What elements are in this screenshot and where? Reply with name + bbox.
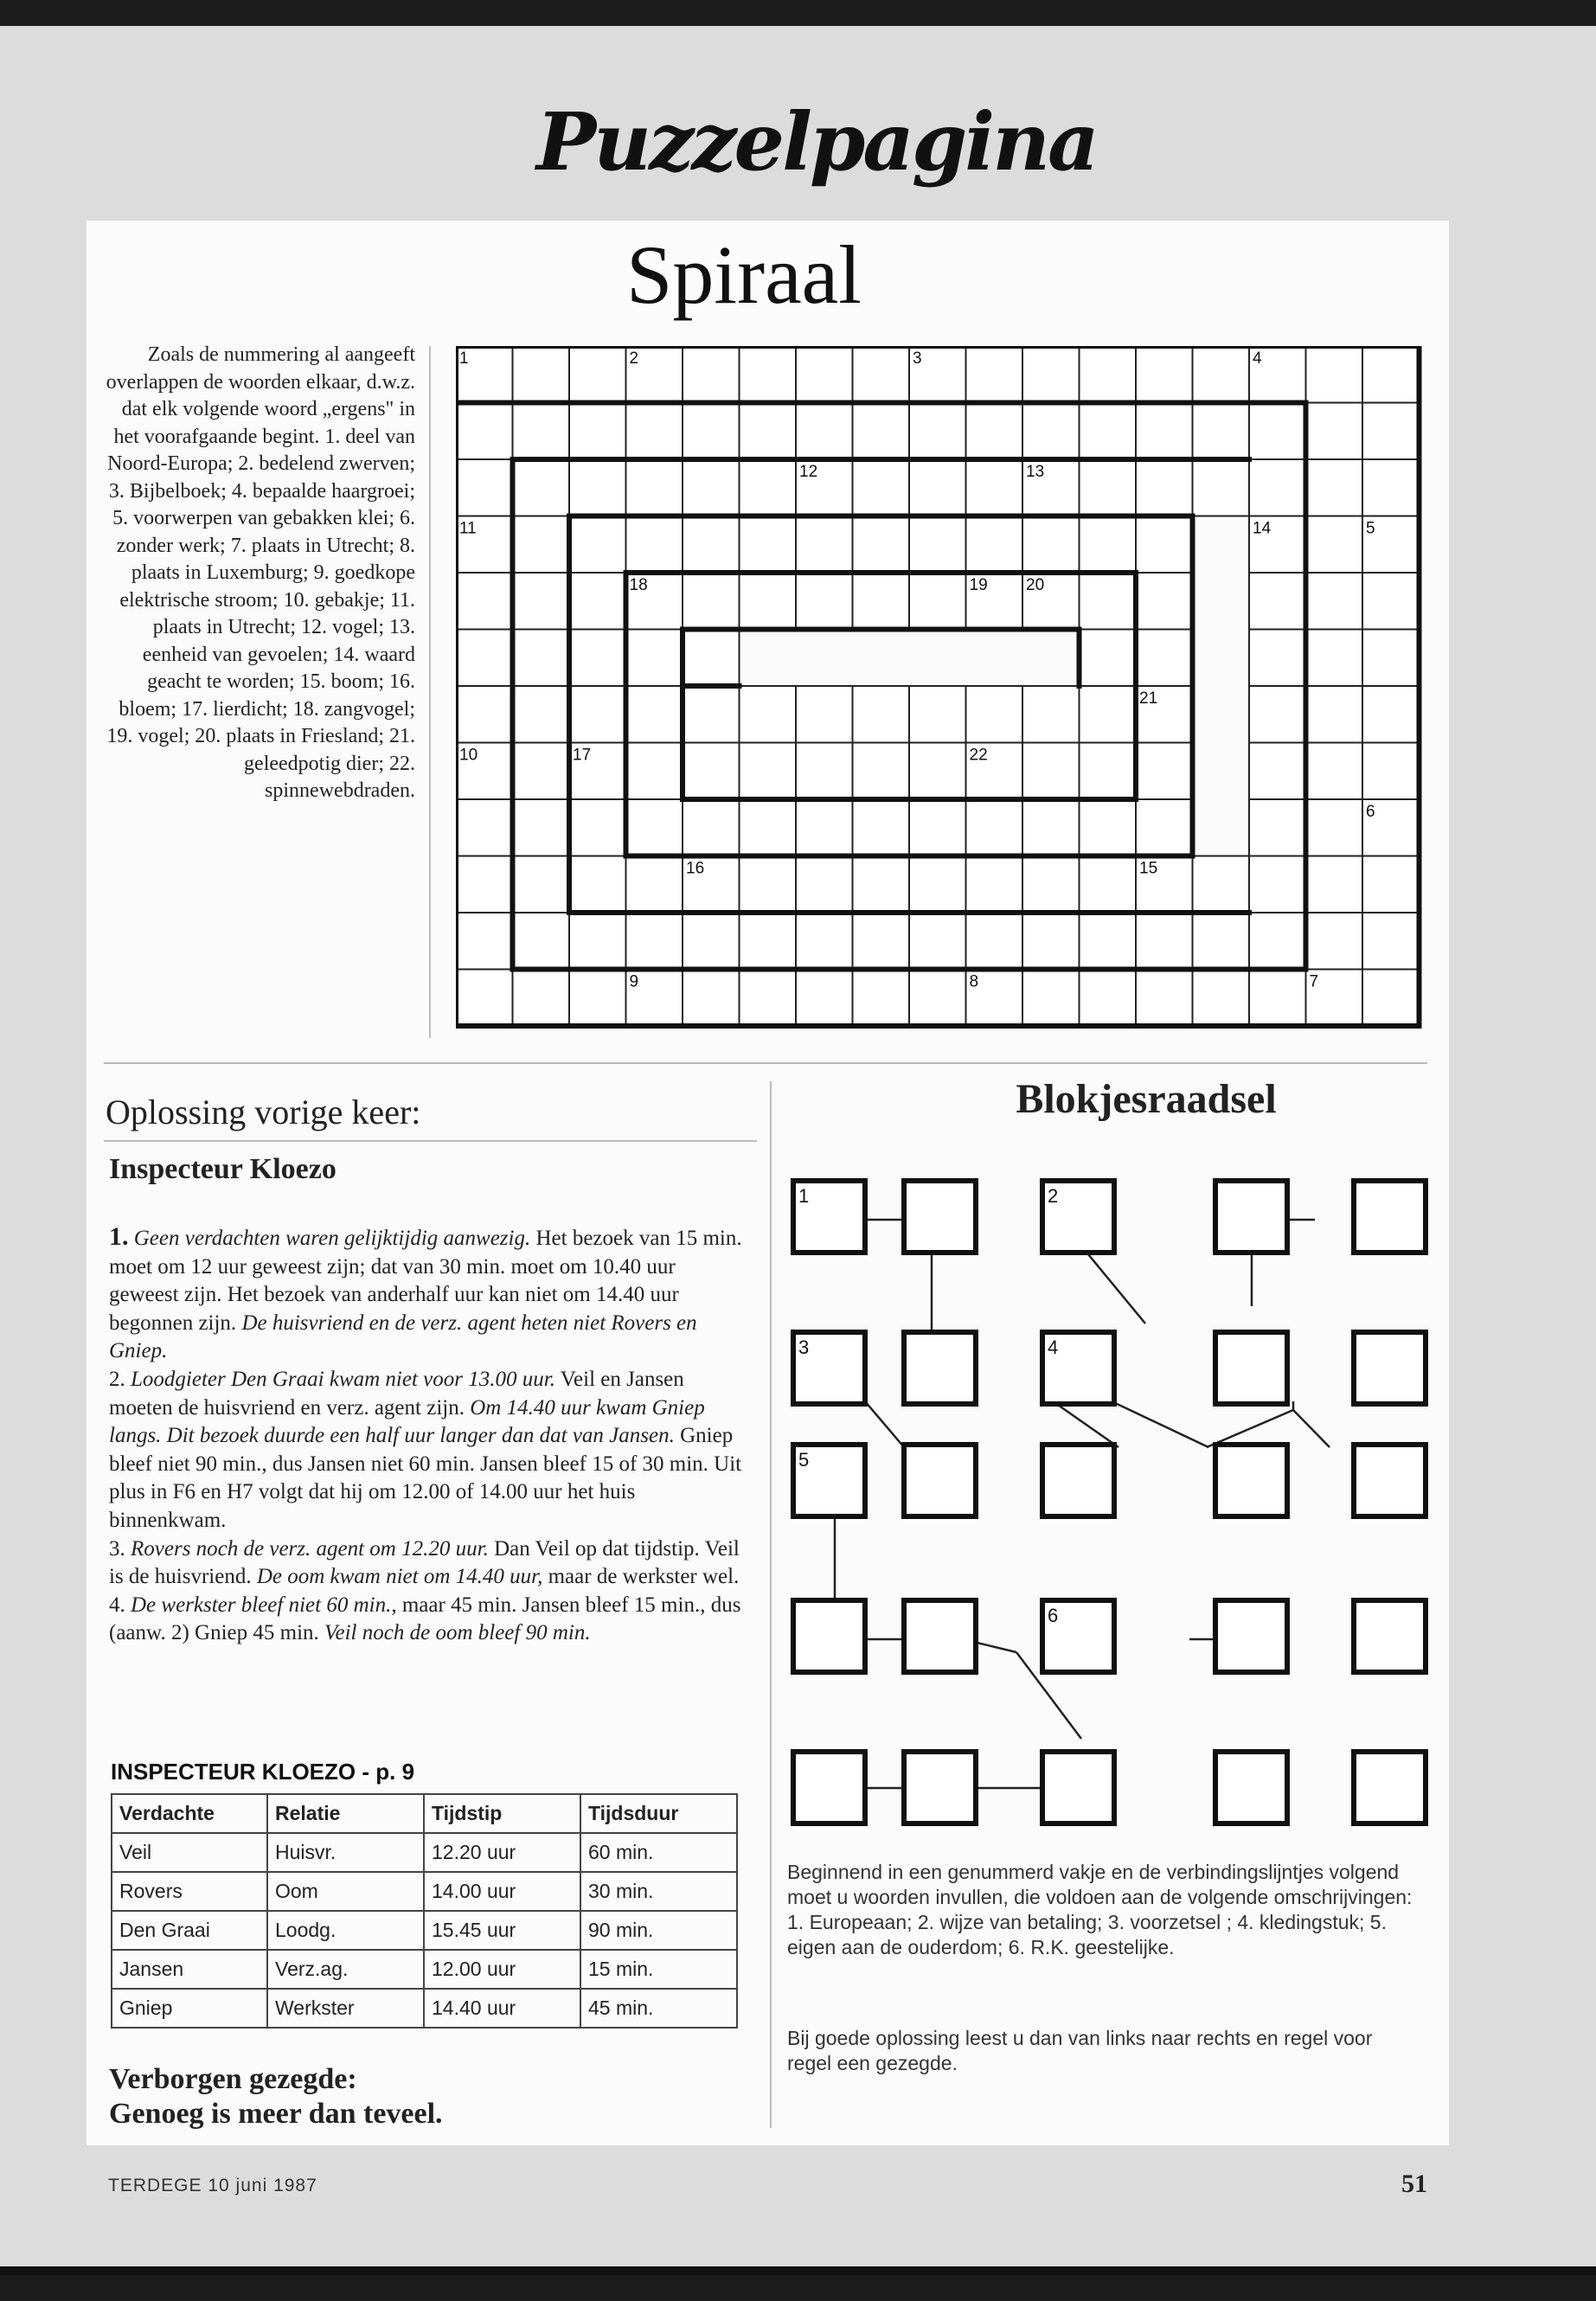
grid-cell[interactable]	[796, 516, 853, 574]
table-cell: 14.00 uur	[424, 1872, 580, 1911]
table-row	[112, 1833, 737, 1872]
cell-number: 22	[969, 746, 988, 765]
paragraph-number: 2.	[109, 1367, 125, 1391]
spiral-wall	[683, 630, 1080, 687]
grid-cell[interactable]	[513, 970, 570, 1027]
grid-cell[interactable]	[513, 743, 570, 800]
blokjes-title: Blokjesraadsel	[1016, 1076, 1277, 1122]
box-number: 1	[798, 1185, 810, 1207]
grid-cell[interactable]	[1022, 346, 1080, 403]
grid-cell[interactable]	[1306, 856, 1363, 913]
column-header: Tijdsduur	[580, 1794, 737, 1833]
spiral-cells	[456, 346, 1420, 1026]
paragraph-italic: Loodgieter Den Graai kwam niet voor 13.00 uur.	[131, 1367, 555, 1391]
box-number: 5	[798, 1449, 810, 1471]
grid-cell[interactable]	[796, 403, 853, 460]
grid-cell[interactable]	[909, 970, 966, 1027]
grid-cell[interactable]	[569, 686, 626, 743]
spiraal-clues: Zoals de nummering al aangeeft overlappen de woorden elkaar, d.w.z. dat elk volgende woord „ergens" in het voorafgaande begint. 1. deel van Noord-Europa; 2. bedelend zwerven; 3. Bijbelboek; 4. bepaalde haargroei; 5. voorwerpen van gebakken klei; 6. zonder werk; 7. plaats in Utrecht; 8. plaats in Luxemburg; 9. goedkope elektrische stroom; 10. gebakje; 11. plaats in Utrecht; 12. vogel; 13. eenheid van gevoelen; 14. waard geacht te worden; 15. boom; 16. bloem; 17. lierdicht; 18. zangvogel; 19. vogel; 20. plaats in Friesland; 21. geleedpotig dier; 22. spinnewebdraden.	[106, 343, 415, 802]
paragraph-italic: De werkster bleef niet 60 min.,	[131, 1593, 397, 1617]
grid-cell[interactable]	[626, 743, 683, 800]
grid-cell[interactable]	[1080, 516, 1137, 574]
paragraph-italic: De huisvriend en de verz. agent heten niet Rovers en Gniep.	[109, 1311, 697, 1363]
grid-cell[interactable]	[1306, 459, 1363, 516]
grid-cell[interactable]	[1136, 913, 1193, 970]
grid-cell[interactable]	[1080, 743, 1137, 800]
paragraph-text: Dan Veil op dat tijdstip. Veil is de huisvriend.	[109, 1536, 740, 1589]
divider	[104, 1062, 1427, 1064]
spiral-crossword-grid[interactable]	[456, 346, 1429, 1038]
table-cell: 12.00 uur	[424, 1950, 580, 1989]
grid-cell[interactable]	[1362, 913, 1420, 970]
table-cell: 30 min.	[580, 1872, 737, 1911]
grid-cell[interactable]	[1362, 856, 1420, 913]
oplossing-text	[109, 1223, 745, 1648]
grid-cell[interactable]	[626, 459, 683, 516]
grid-cell[interactable]	[1249, 686, 1306, 743]
grid-cell[interactable]	[683, 459, 740, 516]
grid-cell[interactable]	[1249, 913, 1306, 970]
cell-number: 18	[629, 576, 648, 594]
grid-cell[interactable]	[456, 403, 513, 460]
grid-cell[interactable]	[909, 686, 966, 743]
grid-cell[interactable]	[513, 403, 570, 460]
grid-cell[interactable]	[626, 686, 683, 743]
grid-cell[interactable]	[740, 516, 797, 574]
grid-cell[interactable]	[1022, 403, 1080, 460]
grid-cell[interactable]	[1080, 970, 1137, 1027]
table-cell: Loodg.	[267, 1911, 424, 1950]
publication-footer: TERDEGE 10 juni 1987	[108, 2176, 317, 2195]
grid-cell[interactable]	[569, 856, 626, 913]
grid-cell[interactable]	[456, 459, 513, 516]
grid-cell[interactable]	[1362, 403, 1420, 460]
paragraph-text: maar de werkster wel.	[548, 1565, 740, 1589]
grid-cell[interactable]	[1136, 743, 1193, 800]
grid-cell[interactable]	[853, 516, 910, 574]
grid-cell[interactable]	[1080, 856, 1137, 913]
grid-cell[interactable]	[1136, 516, 1193, 574]
cell-number: 10	[459, 746, 478, 765]
grid-cell[interactable]	[569, 913, 626, 970]
grid-cell[interactable]	[1362, 573, 1420, 630]
table-caption: INSPECTEUR KLOEZO - p. 9	[111, 1759, 415, 1785]
grid-cell[interactable]	[683, 630, 740, 687]
cell-number: 6	[1366, 803, 1375, 821]
grid-cell[interactable]	[569, 516, 626, 574]
table-cell: Huisvr.	[267, 1833, 424, 1872]
grid-cell[interactable]	[1249, 459, 1306, 516]
grid-cell[interactable]	[796, 743, 853, 800]
grid-cell[interactable]	[909, 403, 966, 460]
grid-cell[interactable]	[683, 573, 740, 630]
grid-cell[interactable]	[1306, 686, 1363, 743]
grid-cell[interactable]	[853, 459, 910, 516]
grid-cell[interactable]	[456, 573, 513, 630]
grid-cell[interactable]	[1080, 459, 1137, 516]
paragraph-text: Gniep bleef niet 90 min., dus Jansen niet 60 min. Jansen bleef 15 of 30 min. Uit plus in F6 en H7 volgt dat hij om 12.00 of 14.00 uur het huis binnenkwam.	[109, 1424, 742, 1532]
grid-cell[interactable]	[853, 403, 910, 460]
grid-cell[interactable]	[1249, 630, 1306, 687]
paragraph-number: 4.	[109, 1593, 125, 1617]
grid-cell[interactable]	[513, 573, 570, 630]
solution-table	[111, 1793, 738, 2029]
grid-cell[interactable]	[456, 913, 513, 970]
paragraph-number: 3.	[109, 1536, 125, 1561]
paragraph-text: Veil en Jansen moeten de huisvriend en verz. agent zijn.	[109, 1367, 684, 1420]
grid-cell[interactable]	[1306, 743, 1363, 800]
grid-cell[interactable]	[569, 403, 626, 460]
table-cell: Gniep	[112, 1989, 267, 2028]
grid-cell[interactable]	[1306, 403, 1363, 460]
cell-number: 7	[1309, 972, 1319, 991]
paragraph-italic: Rovers noch de verz. agent om 12.20 uur.	[131, 1536, 489, 1561]
grid-cell[interactable]	[853, 346, 910, 403]
grid-cell[interactable]	[569, 346, 626, 403]
paragraph-text: maar 45 min. Jansen bleef 15 min., dus (aanw. 2) Gniep 45 min.	[109, 1593, 741, 1645]
grid-cell[interactable]	[1193, 856, 1250, 913]
grid-cell[interactable]	[966, 516, 1023, 574]
grid-cell[interactable]	[1080, 403, 1137, 460]
cell-number: 13	[1026, 463, 1045, 481]
solution-paragraph	[109, 1366, 745, 1535]
grid-cell[interactable]	[1249, 856, 1306, 913]
grid-cell[interactable]	[909, 459, 966, 516]
grid-cell[interactable]	[1193, 459, 1250, 516]
grid-cell[interactable]	[569, 630, 626, 687]
paragraph-italic: Veil noch de oom bleef 90 min.	[324, 1621, 591, 1645]
table-cell: Oom	[267, 1872, 424, 1911]
grid-cell[interactable]	[1022, 799, 1080, 856]
grid-cell[interactable]	[796, 913, 853, 970]
cell-number: 14	[1253, 519, 1272, 538]
grid-cell[interactable]	[1022, 686, 1080, 743]
grid-cell[interactable]	[909, 913, 966, 970]
grid-cell[interactable]	[1080, 913, 1137, 970]
grid-cell[interactable]	[513, 856, 570, 913]
grid-cell[interactable]	[1136, 799, 1193, 856]
grid-cell[interactable]	[740, 970, 797, 1027]
table-cell: 14.40 uur	[424, 1989, 580, 2028]
grid-cell[interactable]	[909, 799, 966, 856]
cell-number: 17	[573, 746, 592, 765]
grid-cell[interactable]	[853, 799, 910, 856]
cell-number: 20	[1026, 576, 1045, 594]
cell-number: 12	[799, 463, 818, 481]
grid-cell[interactable]	[796, 799, 853, 856]
grid-cell[interactable]	[569, 573, 626, 630]
scan-edge	[0, 2266, 1596, 2275]
table-cell: Werkster	[267, 1989, 424, 2028]
solution-paragraph	[109, 1223, 745, 1366]
blokjes-note: Bij goede oplossing leest u dan van links naar rechts en regel voor regel een gezegde.	[787, 2027, 1373, 2074]
grid-cell[interactable]	[513, 686, 570, 743]
grid-cell[interactable]	[853, 913, 910, 970]
cell-number: 9	[629, 972, 639, 991]
table-row	[112, 1989, 737, 2028]
grid-cell[interactable]	[1022, 913, 1080, 970]
grid-cell[interactable]	[456, 970, 513, 1027]
grid-cell[interactable]	[966, 459, 1023, 516]
paragraph-italic: Om 14.40 uur kwam Gniep langs. Dit bezoek duurde een half uur langer dan dat van Jansen.	[109, 1395, 705, 1448]
grid-cell[interactable]	[740, 573, 797, 630]
table-cell: 45 min.	[580, 1989, 737, 2028]
grid-cell[interactable]	[1362, 743, 1420, 800]
grid-cell[interactable]	[1193, 403, 1250, 460]
oplossing-subheading: Inspecteur Kloezo	[109, 1153, 337, 1185]
solution-paragraph	[109, 1535, 745, 1592]
grid-cell[interactable]	[1022, 970, 1080, 1027]
grid-cell[interactable]	[683, 346, 740, 403]
grid-cell[interactable]	[796, 346, 853, 403]
box-number: 6	[1048, 1605, 1059, 1626]
grid-cell[interactable]	[966, 686, 1023, 743]
divider	[429, 346, 431, 1038]
table-cell: Veil	[112, 1833, 267, 1872]
grid-cell[interactable]	[740, 403, 797, 460]
box-number: 2	[1048, 1185, 1059, 1207]
grid-cell[interactable]	[1362, 970, 1420, 1027]
table-cell: 12.20 uur	[424, 1833, 580, 1872]
grid-cell[interactable]	[853, 686, 910, 743]
grid-cell[interactable]	[569, 799, 626, 856]
grid-cell[interactable]	[1080, 630, 1137, 687]
grid-cell[interactable]	[1306, 516, 1363, 574]
grid-cell[interactable]	[513, 516, 570, 574]
paragraph-number: 1.	[109, 1222, 129, 1251]
box-number: 4	[1048, 1336, 1059, 1358]
grid-cell[interactable]	[456, 686, 513, 743]
grid-cell[interactable]	[626, 913, 683, 970]
cell-number: 3	[913, 349, 922, 368]
grid-cell[interactable]	[683, 913, 740, 970]
table-header-row	[112, 1794, 737, 1833]
grid-cell[interactable]	[1362, 686, 1420, 743]
instructions-text: Beginnend in een genummerd vakje en de verbindingslijntjes volgend moet u woorden invullen, die voldoen aan de volgende omschrijvingen:	[787, 1861, 1413, 1908]
grid-cell[interactable]	[569, 459, 626, 516]
grid-cell[interactable]	[909, 743, 966, 800]
cell-number: 4	[1253, 349, 1262, 368]
paragraph-italic: Geen verdachten waren gelijktijdig aanwezig.	[133, 1227, 531, 1250]
table-row	[112, 1950, 737, 1989]
grid-cell[interactable]	[513, 459, 570, 516]
grid-cell[interactable]	[966, 799, 1023, 856]
grid-cell[interactable]	[626, 799, 683, 856]
blokjes-boxes	[793, 1181, 1426, 1823]
table-cell: 15.45 uur	[424, 1911, 580, 1950]
grid-cell[interactable]	[683, 970, 740, 1027]
grid-cell[interactable]	[1306, 913, 1363, 970]
grid-cell[interactable]	[1136, 459, 1193, 516]
divider	[104, 1140, 757, 1142]
grid-cell[interactable]	[626, 403, 683, 460]
grid-cell[interactable]	[1249, 573, 1306, 630]
grid-cell[interactable]	[1080, 686, 1137, 743]
grid-cell[interactable]	[1306, 630, 1363, 687]
grid-cell[interactable]	[796, 686, 853, 743]
grid-cell[interactable]	[740, 913, 797, 970]
grid-cell[interactable]	[909, 516, 966, 574]
grid-cell[interactable]	[796, 970, 853, 1027]
grid-cell[interactable]	[1193, 970, 1250, 1027]
grid-cell[interactable]	[513, 913, 570, 970]
grid-cell[interactable]	[966, 856, 1023, 913]
hidden-saying-answer: Genoeg is meer dan teveel.	[109, 2098, 443, 2130]
table-cell: Rovers	[112, 1872, 267, 1911]
grid-cell[interactable]	[1022, 743, 1080, 800]
grid-cell[interactable]	[1249, 799, 1306, 856]
grid-cell[interactable]	[1193, 346, 1250, 403]
oplossing-heading: Oplossing vorige keer:	[106, 1093, 421, 1131]
grid-cell[interactable]	[683, 686, 740, 743]
grid-cell[interactable]	[626, 516, 683, 574]
spiraal-title: Spiraal	[626, 228, 862, 321]
grid-cell[interactable]	[1136, 573, 1193, 630]
grid-cell[interactable]	[909, 573, 966, 630]
table-cell: 90 min.	[580, 1911, 737, 1950]
box-number: 3	[798, 1336, 810, 1358]
grid-cell[interactable]	[1362, 459, 1420, 516]
hidden-saying-heading: Verborgen gezegde:	[109, 2063, 357, 2095]
table-row	[112, 1911, 737, 1950]
cell-number: 19	[969, 576, 988, 594]
grid-cell[interactable]	[966, 913, 1023, 970]
table-cell: 15 min.	[580, 1950, 737, 1989]
grid-cell[interactable]	[740, 743, 797, 800]
grid-cell[interactable]	[626, 856, 683, 913]
column-header: Tijdstip	[424, 1794, 580, 1833]
grid-cell[interactable]	[683, 799, 740, 856]
grid-cell[interactable]	[966, 346, 1023, 403]
grid-cell[interactable]	[456, 799, 513, 856]
cell-number: 11	[459, 519, 477, 538]
grid-cell[interactable]	[1022, 516, 1080, 574]
grid-cell[interactable]	[740, 856, 797, 913]
grid-cell[interactable]	[740, 459, 797, 516]
grid-cell[interactable]	[853, 743, 910, 800]
page-title: Puzzelpagina	[536, 95, 1097, 189]
grid-cell[interactable]	[1080, 573, 1137, 630]
grid-cell[interactable]	[513, 630, 570, 687]
grid-cell[interactable]	[740, 799, 797, 856]
page-number: 51	[1401, 2170, 1427, 2198]
grid-cell[interactable]	[1136, 403, 1193, 460]
grid-cell[interactable]	[740, 346, 797, 403]
cell-number: 5	[1366, 519, 1375, 538]
grid-cell[interactable]	[1306, 573, 1363, 630]
grid-cell[interactable]	[796, 573, 853, 630]
grid-cell[interactable]	[456, 856, 513, 913]
grid-cell[interactable]	[456, 630, 513, 687]
grid-cell[interactable]	[1193, 913, 1250, 970]
grid-cell[interactable]	[1362, 630, 1420, 687]
grid-cell[interactable]	[740, 686, 797, 743]
grid-cell[interactable]	[683, 403, 740, 460]
grid-cell[interactable]	[1136, 346, 1193, 403]
grid-cell[interactable]	[1306, 346, 1363, 403]
grid-cell[interactable]	[1136, 630, 1193, 687]
grid-cell[interactable]	[1136, 970, 1193, 1027]
grid-cell[interactable]	[909, 856, 966, 913]
grid-cell[interactable]	[853, 856, 910, 913]
divider	[770, 1081, 772, 2128]
blokjes-instructions	[787, 1860, 1427, 1960]
grid-cell[interactable]	[569, 970, 626, 1027]
grid-cell[interactable]	[1249, 970, 1306, 1027]
grid-cell[interactable]	[853, 970, 910, 1027]
grid-cell[interactable]	[796, 856, 853, 913]
grid-cell[interactable]	[1362, 346, 1420, 403]
table-cell: Jansen	[112, 1950, 267, 1989]
solution-paragraph	[109, 1592, 745, 1648]
grid-cell[interactable]	[626, 630, 683, 687]
cell-number: 2	[629, 349, 639, 368]
grid-cell[interactable]	[1249, 743, 1306, 800]
grid-cell[interactable]	[1249, 403, 1306, 460]
grid-cell[interactable]	[513, 799, 570, 856]
cell-number: 15	[1139, 859, 1158, 878]
grid-cell[interactable]	[683, 516, 740, 574]
column-header: Verdachte	[112, 1794, 267, 1833]
cell-number: 1	[459, 349, 469, 368]
grid-cell[interactable]	[513, 346, 570, 403]
cell-number: 8	[969, 972, 979, 991]
paragraph-text: Het bezoek van 15 min. moet om 12 uur geweest zijn; dat van 30 min. moet om 10.40 uur geweest zijn. Het bezoek van anderhalf uur kan niet om 14.40 uur begonnen zijn.	[109, 1227, 742, 1335]
table-row	[112, 1872, 737, 1911]
cell-number: 21	[1139, 689, 1158, 708]
table-cell: Verz.ag.	[267, 1950, 424, 1989]
grid-cell[interactable]	[683, 743, 740, 800]
grid-cell[interactable]	[1022, 856, 1080, 913]
paragraph-italic: De oom kwam niet om 14.40 uur,	[256, 1565, 543, 1589]
grid-cell[interactable]	[1080, 799, 1137, 856]
grid-cell[interactable]	[1306, 799, 1363, 856]
cell-number: 16	[686, 859, 705, 878]
grid-cell[interactable]	[966, 403, 1023, 460]
clues-text: 1. Europeaan; 2. wijze van betaling; 3. voorzetsel ; 4. kledingstuk; 5. eigen aan de ouderdom; 6. R.K. geestelijke.	[787, 1911, 1387, 1958]
grid-cell[interactable]	[1080, 346, 1137, 403]
table-cell: Den Graai	[112, 1911, 267, 1950]
table-cell: 60 min.	[580, 1833, 737, 1872]
column-header: Relatie	[267, 1794, 424, 1833]
grid-cell[interactable]	[853, 573, 910, 630]
blokjes-puzzle-grid[interactable]	[783, 1168, 1440, 1843]
